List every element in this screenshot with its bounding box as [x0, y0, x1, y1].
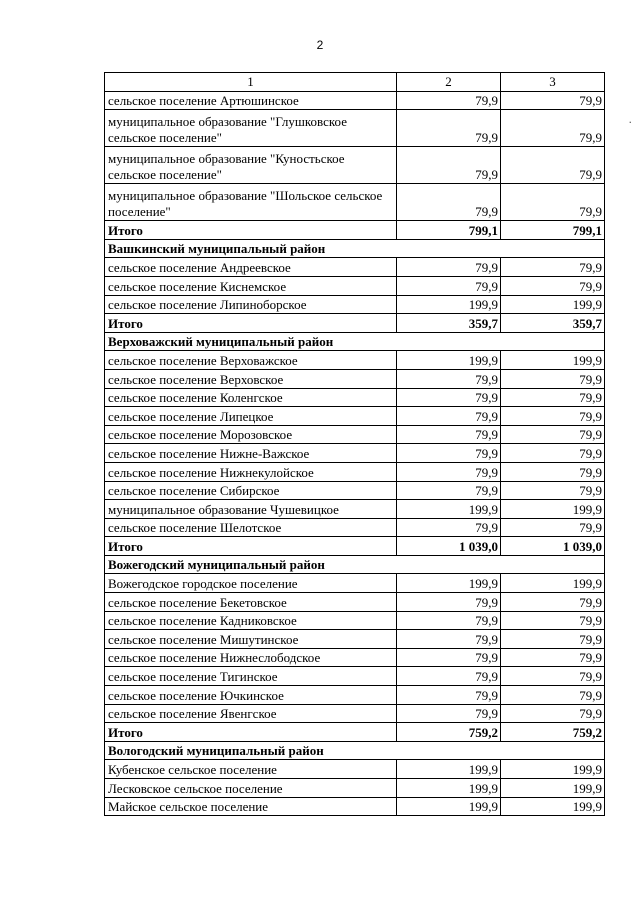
value-col3: 79,9	[501, 630, 605, 649]
settlement-name: сельское поселение Явенгское	[105, 704, 397, 723]
settlement-name: сельское поселение Киснемское	[105, 276, 397, 295]
value-col2: 199,9	[397, 779, 501, 798]
table-row	[105, 630, 605, 649]
settlement-name: Лесковское сельское поселение	[105, 779, 397, 798]
settlement-name: сельское поселение Тигинское	[105, 667, 397, 686]
value-col2: 79,9	[397, 276, 501, 295]
value-col2: 79,9	[397, 388, 501, 407]
value-col2: 79,9	[397, 258, 501, 277]
value-col3: 199,9	[501, 500, 605, 519]
value-col2: 79,9	[397, 147, 501, 184]
value-col2: 79,9	[397, 425, 501, 444]
column-header-2: 2	[397, 73, 501, 92]
table-row	[105, 797, 605, 816]
settlement-name: сельское поселение Ючкинское	[105, 686, 397, 705]
value-col3: 79,9	[501, 258, 605, 277]
value-col2: 199,9	[397, 574, 501, 593]
value-col3: 79,9	[501, 686, 605, 705]
value-col3: 799,1	[501, 221, 605, 240]
value-col2: 79,9	[397, 407, 501, 426]
value-col2: 199,9	[397, 351, 501, 370]
settlement-name: сельское поселение Бекетовское	[105, 593, 397, 612]
settlement-name: сельское поселение Коленгское	[105, 388, 397, 407]
table-row	[105, 779, 605, 798]
value-col2: 79,9	[397, 184, 501, 221]
value-col2: 199,9	[397, 797, 501, 816]
value-col3: 79,9	[501, 369, 605, 388]
value-col3: 79,9	[501, 388, 605, 407]
district-header-row	[105, 332, 605, 351]
district-name: Вологодский муниципальный район	[105, 741, 605, 760]
table-row	[105, 648, 605, 667]
value-col2: 79,9	[397, 630, 501, 649]
value-col3: 79,9	[501, 518, 605, 537]
settlement-name: Майское сельское поселение	[105, 797, 397, 816]
value-col3: 79,9	[501, 184, 605, 221]
table-row	[105, 593, 605, 612]
total-label: Итого	[105, 723, 397, 742]
total-row	[105, 723, 605, 742]
column-header-row	[105, 73, 605, 92]
value-col3: 79,9	[501, 444, 605, 463]
settlement-name: сельское поселение Шелотское	[105, 518, 397, 537]
value-col3: 199,9	[501, 760, 605, 779]
value-col3: 359,7	[501, 314, 605, 333]
table-row	[105, 481, 605, 500]
table-row	[105, 704, 605, 723]
total-label: Итого	[105, 314, 397, 333]
value-col2: 79,9	[397, 686, 501, 705]
value-col3: 79,9	[501, 110, 605, 147]
value-col2: 79,9	[397, 110, 501, 147]
table-row	[105, 667, 605, 686]
settlement-name: муниципальное образование "Шольское сельское поселение"	[105, 184, 397, 221]
value-col3: 199,9	[501, 797, 605, 816]
value-col2: 79,9	[397, 91, 501, 110]
value-col3: 199,9	[501, 351, 605, 370]
table-row	[105, 444, 605, 463]
table-row	[105, 110, 605, 147]
value-col2: 79,9	[397, 444, 501, 463]
settlement-name: сельское поселение Мишутинское	[105, 630, 397, 649]
settlement-name: сельское поселение Сибирское	[105, 481, 397, 500]
settlement-name: сельское поселение Нижнекулойское	[105, 462, 397, 481]
value-col3: 79,9	[501, 407, 605, 426]
column-header-1: 1	[105, 73, 397, 92]
total-label: Итого	[105, 537, 397, 556]
table-row	[105, 388, 605, 407]
settlement-name: сельское поселение Артюшинское	[105, 91, 397, 110]
value-col3: 79,9	[501, 147, 605, 184]
value-col3: 79,9	[501, 648, 605, 667]
table-row	[105, 462, 605, 481]
table-row	[105, 686, 605, 705]
value-col2: 799,1	[397, 221, 501, 240]
value-col2: 79,9	[397, 481, 501, 500]
table-row	[105, 425, 605, 444]
value-col2: 199,9	[397, 500, 501, 519]
settlement-name: муниципальное образование "Глушковское сельское поселение"	[105, 110, 397, 147]
value-col3: 199,9	[501, 779, 605, 798]
settlement-name: муниципальное образование "Куностьское сельское поселение"	[105, 147, 397, 184]
value-col2: 79,9	[397, 611, 501, 630]
value-col2: 79,9	[397, 518, 501, 537]
total-label: Итого	[105, 221, 397, 240]
value-col3: 79,9	[501, 611, 605, 630]
district-header-row	[105, 741, 605, 760]
settlement-name: сельское поселение Нижне-Важское	[105, 444, 397, 463]
value-col2: 759,2	[397, 723, 501, 742]
district-header-row	[105, 555, 605, 574]
table-row	[105, 518, 605, 537]
column-header-3: 3	[501, 73, 605, 92]
value-col2: 79,9	[397, 648, 501, 667]
value-col2: 79,9	[397, 369, 501, 388]
allocation-table	[104, 72, 605, 816]
table-row	[105, 91, 605, 110]
table-row	[105, 295, 605, 314]
table-row	[105, 258, 605, 277]
value-col3: 79,9	[501, 425, 605, 444]
table-row	[105, 351, 605, 370]
table-row	[105, 760, 605, 779]
district-name: Вашкинский муниципальный район	[105, 239, 605, 258]
settlement-name: сельское поселение Морозовское	[105, 425, 397, 444]
settlement-name: сельское поселение Липиноборское	[105, 295, 397, 314]
table-row	[105, 500, 605, 519]
settlement-name: сельское поселение Нижнеслободское	[105, 648, 397, 667]
value-col2: 79,9	[397, 462, 501, 481]
settlement-name: сельское поселение Верховажское	[105, 351, 397, 370]
value-col2: 79,9	[397, 667, 501, 686]
settlement-name: муниципальное образование Чушевицкое	[105, 500, 397, 519]
margin-mark: ·	[628, 116, 632, 129]
value-col2: 199,9	[397, 295, 501, 314]
table-row	[105, 407, 605, 426]
settlement-name: сельское поселение Андреевское	[105, 258, 397, 277]
district-name: Верховажский муниципальный район	[105, 332, 605, 351]
value-col3: 79,9	[501, 481, 605, 500]
value-col2: 199,9	[397, 760, 501, 779]
total-row	[105, 314, 605, 333]
value-col3: 199,9	[501, 574, 605, 593]
table-row	[105, 369, 605, 388]
table-row	[105, 611, 605, 630]
value-col3: 1 039,0	[501, 537, 605, 556]
settlement-name: Вожегодское городское поселение	[105, 574, 397, 593]
value-col3: 79,9	[501, 593, 605, 612]
settlement-name: сельское поселение Кадниковское	[105, 611, 397, 630]
value-col2: 79,9	[397, 704, 501, 723]
value-col2: 359,7	[397, 314, 501, 333]
total-row	[105, 537, 605, 556]
value-col3: 79,9	[501, 667, 605, 686]
settlement-name: сельское поселение Липецкое	[105, 407, 397, 426]
table-row	[105, 184, 605, 221]
value-col3: 199,9	[501, 295, 605, 314]
total-row	[105, 221, 605, 240]
value-col3: 79,9	[501, 704, 605, 723]
table-row	[105, 147, 605, 184]
settlement-name: сельское поселение Верховское	[105, 369, 397, 388]
value-col3: 79,9	[501, 91, 605, 110]
district-name: Вожегодский муниципальный район	[105, 555, 605, 574]
table-body	[105, 91, 605, 816]
table-row	[105, 574, 605, 593]
settlement-name: Кубенское сельское поселение	[105, 760, 397, 779]
table-row	[105, 276, 605, 295]
value-col3: 759,2	[501, 723, 605, 742]
value-col2: 79,9	[397, 593, 501, 612]
value-col3: 79,9	[501, 276, 605, 295]
district-header-row	[105, 239, 605, 258]
value-col3: 79,9	[501, 462, 605, 481]
allocation-table-container	[104, 72, 604, 816]
page-number: 2	[316, 38, 324, 52]
value-col2: 1 039,0	[397, 537, 501, 556]
